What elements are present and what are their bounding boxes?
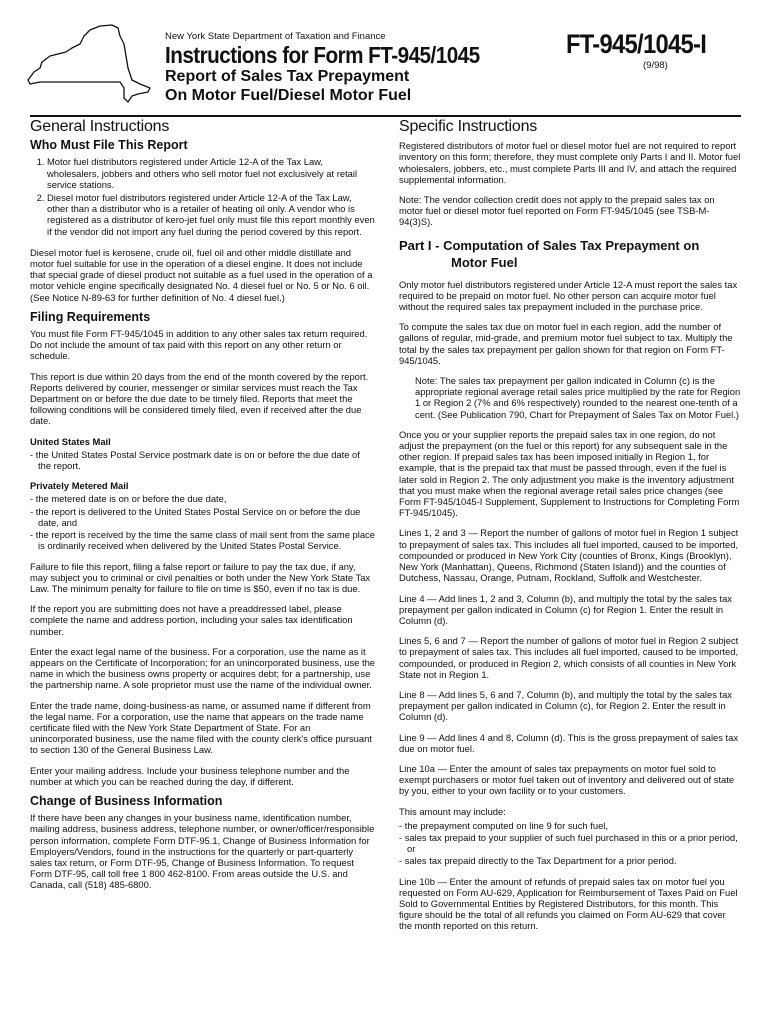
private-mail-list: [30, 493, 375, 551]
list-item: - the report is delivered to the United States Postal Service on or before the due date, and: [30, 505, 361, 528]
lines-1-2-3-instruction: Lines 1, 2 and 3 — Report the number of gallons of motor fuel in Region 1 subject to prepayment of sales tax. This includes all fuel imported, caused to be imported, compounded or produced in New York City (counties of Bronx, Kings (Brooklyn), New York (Manhattan), Queens, Richmond (Staten Island)) and the counties of Dutchess, Nassau, Orange, Putnam, Rockland, Suffolk and Westchester.: [399, 527, 739, 584]
us-mail-list: [30, 449, 375, 471]
may-include-list: [399, 820, 741, 867]
general-instructions-heading: General Instructions: [30, 118, 170, 135]
subtitle-line-2: On Motor Fuel/Diesel Motor Fuel: [165, 87, 412, 104]
legal-name-paragraph: Enter the exact legal name of the business. For a corporation, use the name as it appears on the Certificate of Incorporation; for an unincorporated business, use the name in which the business owns property or acquires debt; for a partnership, use the partnership name. A sole proprietor must use the name of the individual owner.: [30, 645, 376, 691]
region-adjustment-paragraph: Once you or your supplier reports the prepaid sales tax in one region, do not adjust the prepayment (on the fuel or this report) for any subsequent sale in the other region. If prepaid sales tax has been imposed initially in Region 1, for example, that is the prepaid tax that must be passed through, even if the fuel is later sold in Region 2. The only adjustment you make is the inventory adjustment that you must make when the regional average retail sales price changes (see Form FT-945/1045-I Supplement, Supplement to Instructions for Completing Form FT-945/1045).: [399, 428, 740, 519]
agency-name: New York State Department of Taxation and Finance: [165, 31, 386, 42]
penalty-paragraph: Failure to file this report, filing a false report or failure to pay the tax due, if any, may subject you to criminal or civil penalties or both under the New York State Tax Law. The minimum penalty for failure to file on time is $50, even if no tax is due.: [30, 560, 371, 594]
page-title: Instructions for Form FT-945/1045: [165, 42, 480, 68]
line-10a-instruction: Line 10a — Enter the amount of sales tax prepayments on motor fuel sold to exempt purchasers or motor fuel taken out of inventory and delivered out of state by you, either to your own facility or to your customers.: [399, 762, 735, 797]
vendor-credit-note: Note: The vendor collection credit does not apply to the prepaid sales tax on motor fuel or diesel motor fuel reported on Form FT-945/1045 (see TSB-M-94(3)S).: [399, 194, 715, 228]
list-item: 1. Motor fuel distributors registered under Article 12-A of the Tax Law, wholesalers, jobbers and others who sell motor fuel not exclusively at retail service stations.: [47, 156, 375, 190]
private-mail-heading: Privately Metered Mail: [30, 480, 129, 492]
lines-5-6-7-instruction: Lines 5, 6 and 7 — Report the number of gallons of motor fuel in Region 2 subject to prepayment of sales tax. This includes all fuel imported, caused to be imported, compounded, or produced in Region 2, which consists of all counties in New York State not in Region 1.: [399, 635, 739, 680]
line-4-instruction: Line 4 — Add lines 1, 2 and 3, Column (b), and multiply the total by the sales tax prepayment per gallon indicated in Column (c) for Region 1. Enter the result in Column (d).: [399, 592, 732, 626]
filing-paragraph-2: This report is due within 20 days from the end of the month covered by the report. Reports delivered by courier, messenger or similar services must reach the Tax Department on or before the due date to be timely filed. Reports that meet the following conditions will be considered timely filed, even if received after the due date.: [30, 370, 369, 427]
us-mail-heading: United States Mail: [30, 435, 111, 447]
only-distributors-paragraph: Only motor fuel distributors registered under Article 12-A must report the sales tax required to be prepaid on motor fuel. No other person can acquire motor fuel without the required sales tax prepayment included in the purchase price.: [399, 278, 738, 313]
left-column: [30, 120, 375, 900]
subtitle-line-1: Report of Sales Tax Prepayment: [165, 68, 410, 85]
who-must-file-heading: Who Must File This Report: [30, 138, 188, 153]
list-item: - the United States Postal Service postmark date is on or before the due date of the report.: [30, 448, 360, 472]
part-1-heading-line-2: Motor Fuel: [451, 254, 518, 270]
change-of-business-paragraph: If there have been any changes in your business name, identification number, mailing address, business address, telephone number, or owner/officer/responsible person information, complete Form DTF-95.1, Change of Business Information for Employers/Vendors, found in the instructions for the quarterly or part-quarterly sales tax return, or Form DTF-95, Change of Business Information. To request Form DTF-95, call toll free 1 800 462-8100. From areas outside the U.S. and Canada, call (518) 485-6800.: [30, 812, 375, 891]
right-column: [399, 120, 741, 941]
revision-date: (9/98): [643, 60, 668, 71]
list-item: - sales tax prepaid to your supplier of such fuel purchased in this or a prior period, or: [399, 831, 738, 855]
who-must-file-list: [30, 156, 375, 236]
form-number: FT-945/1045-I: [566, 29, 707, 59]
list-item: - the prepayment computed on line 9 for such fuel,: [399, 819, 608, 831]
compute-paragraph: To compute the sales tax due on motor fuel in each region, add the number of gallons of regular, mid-grade, and premium motor fuel subject to tax. Multiply the total by the sales tax prepayment per gallon shown for that region on Form FT-945/1045.: [399, 321, 733, 366]
preaddressed-paragraph: If the report you are submitting does not have a preaddressed label, please complete the name and address portion, including your sales tax identification number.: [30, 603, 353, 637]
line-8-instruction: Line 8 — Add lines 5, 6 and 7, Column (b), and multiply the total by the sales tax prepayment per gallon indicated in Column (c), for Region 2. Enter the result in Column (d).: [399, 688, 732, 723]
part-1-heading: [399, 237, 741, 271]
list-item: - the report is received by the time the same class of mail sent from the same place is ordinarily received when delivered by the United States Postal Service.: [30, 529, 375, 552]
may-include-label: This amount may include:: [399, 805, 506, 817]
change-of-business-heading: Change of Business Information: [30, 793, 223, 808]
prepayment-note: Note: The sales tax prepayment per gallon indicated in Column (c) is the appropriate regional average retail sales price multiplied by the rate for Region 1 or Region 2 (7% and 6% respectively) rounded to the nearest one-tenth of a cent. (See Publication 790, Chart for Prepayment of Sales Tax on Motor Fuel.): [415, 375, 741, 420]
filing-requirements-heading: Filing Requirements: [30, 309, 151, 324]
list-item: - sales tax prepaid directly to the Tax Department for a prior period.: [399, 855, 677, 867]
specific-intro: Registered distributors of motor fuel or diesel motor fuel are not required to report inventory on this form; therefore, they must complete only Parts I and II. Motor fuel wholesalers, jobbers, etc., must complete Parts III and IV, and attach the required supplemental information.: [399, 140, 741, 185]
mailing-address-paragraph: Enter your mailing address. Include your business telephone number and the number at which you can be reached during the day, if different.: [30, 764, 350, 787]
trade-name-paragraph: Enter the trade name, doing-business-as name, or assumed name if different from the legal name. For a corporation, use the name that appears on the trade name certificate filed with the New York State Department of State. For an unincorporated business, use the name filed with the county clerk's office pursuant to section 130 of the General Business Law.: [30, 699, 372, 756]
diesel-definition: Diesel motor fuel is kerosene, crude oil, fuel oil and other middle distillate and motor fuel suitable for use in the operation of a diesel engine. It does not include that special grade of diesel product not suitable as a fuel used in the operation of a motor vehicle engine specifically designated No. 4 diesel fuel or No. 5 or No. 6 oil. (See Notice N-89-63 for further definition of No. 4 diesel fuel.): [30, 246, 373, 303]
filing-paragraph-1: You must file Form FT-945/1045 in addition to any other sales tax return required. Do not include the amount of tax paid with this report on any other return or schedule.: [30, 328, 368, 362]
line-9-instruction: Line 9 — Add lines 4 and 8, Column (d). This is the gross prepayment of sales tax due on motor fuel.: [399, 731, 739, 754]
specific-instructions-heading: Specific Instructions: [399, 118, 538, 135]
header-divider: [30, 115, 741, 117]
page-subtitle: [165, 67, 411, 105]
list-item: - the metered date is on or before the due date,: [30, 493, 227, 505]
line-10b-instruction: Line 10b — Enter the amount of refunds of prepaid sales tax on motor fuel you requested on Form AU-629, Application for Reimbursement of Taxes Paid on Fuel Sold to Governmental Entities by Registered Distributors, for this month. This figure should be the total of all refunds you claimed on Form AU-629 that cover the month reported on this return.: [399, 875, 738, 932]
part-1-heading-line-1: Part I - Computation of Sales Tax Prepayment on: [399, 237, 700, 253]
list-item: 2. Diesel motor fuel distributors registered under Article 12-A of the Tax Law, other than a distributor who is a retailer of heating oil only. A vendor who is registered as a distributor of kero-jet fuel only must file this report monthly even if the vendor did not import any fuel during the period covered by this report.: [47, 192, 375, 237]
new-york-state-outline-logo: [20, 22, 155, 104]
